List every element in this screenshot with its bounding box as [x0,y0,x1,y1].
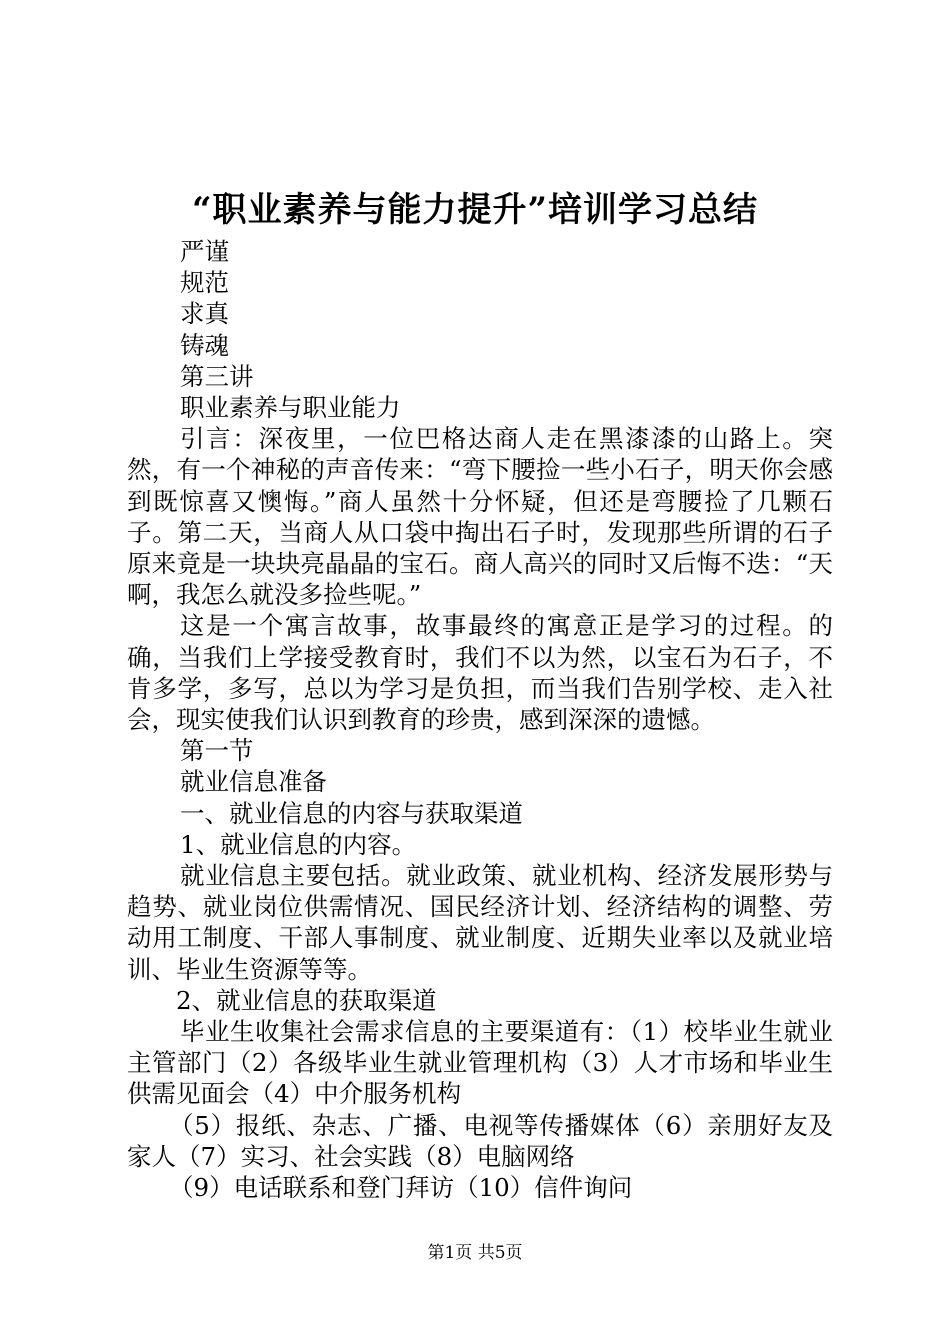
intro-paragraph: 引言：深夜里，一位巴格达商人走在黑漆漆的山路上。突然，有一个神秘的声音传来：“弯下腰捡一些小石子，明天你会感到既惊喜又懊悔。”商人虽然十分怀疑，但还是弯腰捡了几颗石子。第二天，当商人从口袋中掏出石子时，发现那些所谓的石子原来竟是一块块亮晶晶的宝石。商人高兴的同时又后悔不迭：“天啊，我怎么就没多捡些呢。” [127,424,833,610]
heading-1: 一、就业信息的内容与获取渠道 [180,798,523,828]
heading-1-2: 2、就业信息的获取渠道 [176,985,437,1015]
document-body [127,236,833,1203]
channels-paragraph-1: 毕业生收集社会需求信息的主要渠道有：（1）校毕业生就业主管部门（2）各级毕业生就业管理机构（3）人才市场和毕业生供需见面会（4）中介服务机构 [127,1017,833,1109]
line-qiuzhen: 求真 [180,299,229,329]
line-guifan: 规范 [180,268,229,298]
lecture-title: 职业素养与职业能力 [180,393,401,423]
page-indicator: 第1页 共5页 [427,1243,523,1263]
lecture-label: 第三讲 [180,361,254,391]
channels-paragraph-3: （9）电话联系和登门拜访（10）信件询问 [169,1173,633,1203]
content-paragraph: 就业信息主要包括。就业政策、就业机构、经济发展形势与趋势、就业岗位供需情况、国民经济计划、经济结构的调整、劳动用工制度、干部人事制度、就业制度、近期失业率以及就业培训、毕业生资源等等。 [127,861,833,984]
heading-1-1: 1、就业信息的内容。 [180,829,417,859]
channels-paragraph-2: （5）报纸、杂志、广播、电视等传播媒体（6）亲朋好友及家人（7）实习、社会实践（8）电脑网络 [127,1110,833,1171]
moral-paragraph: 这是一个寓言故事，故事最终的寓意正是学习的过程。的确，当我们上学接受教育时，我们不以为然，以宝石为石子，不肯多学，多写，总以为学习是负担，而当我们告别学校、走入社会，现实使我们认识到教育的珍贵，感到深深的遗憾。 [127,611,833,735]
line-yanjin: 严谨 [180,237,229,266]
document-title: “职业素养与能力提升”培训学习总结 [191,190,759,230]
line-zhuhun: 铸魂 [180,330,229,360]
section-title: 就业信息准备 [180,767,327,797]
section-label: 第一节 [180,736,254,766]
